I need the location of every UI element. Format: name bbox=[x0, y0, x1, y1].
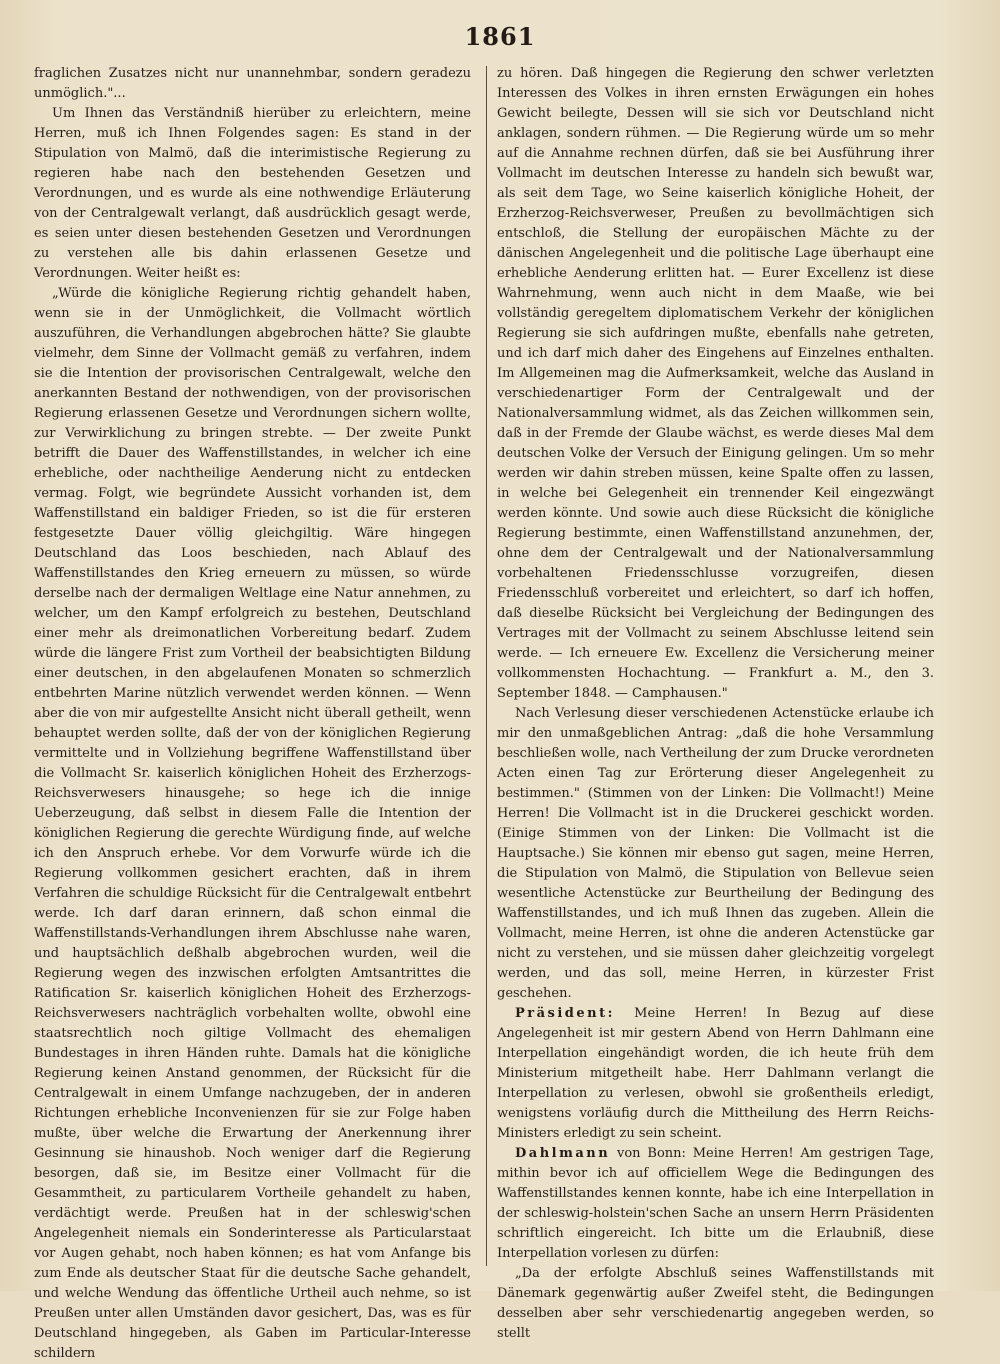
left-column bbox=[34, 64, 471, 1361]
speech-text: von Bonn: Meine Herren! Am gestrigen Tage, mithin bevor ich auf officiellem Wege die Bedingungen des Waffenstillstandes kennen konnte, habe ich eine Interpellation in der schleswig-holstein'schen Sache an unsern Herrn Präsidenten schriftlich eingereicht. Ich bitte um die Erlaubniß, diese Interpellation vorlesen zu dürfen: bbox=[497, 1146, 934, 1261]
left-paragraph-1: fraglichen Zusatzes nicht nur unannehmbar, sondern geradezu unmöglich."... bbox=[34, 66, 471, 101]
right-column bbox=[497, 64, 934, 1341]
column-divider bbox=[486, 66, 487, 1266]
speech-text: Meine Herren! In Bezug auf diese Angelegenheit ist mir gestern Abend von Herrn Dahlmann eine Interpellation eingehändigt worden, die ich heute früh dem Ministerium mitgetheilt habe. Herr Dahlmann verlangt die Interpellation zu verlesen, obwohl sie großentheils erledigt, wenigstens vorläufig durch die Mittheilung des Herrn Reichs-Ministers erledigt zu sein scheint. bbox=[497, 1006, 934, 1141]
speaker-name: Dahlmann bbox=[515, 1146, 611, 1161]
left-paragraph-3: „Würde die königliche Regierung richtig gehandelt haben, wenn sie in der Unmöglichkeit, die Vollmacht wörtlich auszuführen, die Verhandlungen abgebrochen hätte? Sie glaubte vielmehr, dem Sinne der Vollmacht gemäß zu verfahren, indem sie die Intention der provisorischen Centralgewalt, welche den anerkannten Bestand der nothwendigen, von der provisorischen Regierung erlassenen Gesetze und Verordnungen sichern wollte, zur Verwirklichung zu bringen strebte. — Der zweite Punkt betrifft die Dauer des Waffenstillstandes, in welcher ich eine erhebliche, oder nachtheilige Aenderung nicht zu entdecken vermag. Folgt, wie begründete Aussicht vorhanden ist, dem Waffenstillstand ein baldiger Frieden, so ist die für ersteren festgesetzte Dauer völlig gleichgiltig. Wäre hingegen Deutschland das Loos beschieden, nach Ablauf des Waffenstillstandes den Krieg erneuern zu müssen, so würde derselbe nach der dermaligen Weltlage eine Natur annehmen, zu welcher, um den Kampf erfolgreich zu bestehen, Deutschland einer mehr als dreimonatlichen Vorbereitung bedarf. Zudem würde die längere Frist zum Vortheil der beabsichtigten Bildung einer deutschen, in den abgelaufenen Monaten so schmerzlich entbehrten Marine nützlich verwendet werden können. — Wenn aber die von mir aufgestellte Ansicht nicht überall getheilt, wenn behauptet werden sollte, daß der von der königlichen Regierung vermittelte und in Vollziehung begriffene Waffenstillstand über die Vollmacht Sr. kaiserlich königlichen Hoheit des Erzherzogs-Reichsverwesers hinausgehe; so hege ich die innige Ueberzeugung, daß selbst in diesem Falle die Intention der königlichen Regierung die gerechte Würdigung finde, auf welche ich den Anspruch erhebe. Vor dem Vorwurfe würde ich die Regierung vollkommen gesichert erachten, daß in ihrem Verfahren die schuldige Rücksicht für die Centralgewalt entbehrt werde. Ich darf daran erinnern, daß schon einmal die Waffenstillstands-Verhandlungen ihrem Abschlusse nahe waren, und hauptsächlich deßhalb abgebrochen wurden, weil die Regierung wegen des inzwischen erfolgten Amtsantrittes die Ratification Sr. kaiserlich königlichen Hoheit des Erzherzogs-Reichsverwesers nachträglich vorbehalten wollte, obwohl eine staatsrechtlich noch giltige Vollmacht des ehemaligen Bundestages in ihren Händen ruhte. Damals hat die königliche Regierung keinen Anstand genommen, der Rücksicht für die Centralgewalt in einem Umfange nachzugeben, der in anderen Richtungen erhebliche Inconvenienzen für sie zur Folge haben mußte, über welche die Erwartung der Anerkennung ihrer Gesinnung sie hinaushob. Noch weniger darf die Regierung besorgen, daß sie, im Besitze einer Vollmacht für die Gesammtheit, zu particularem Vortheile gehandelt zu haben, verdächtigt werde. Preußen hat in der schleswig'schen Angelegenheit niemals ein Sonderinteresse als Particularstaat vor Augen gehabt, noch haben können; es hat vom Anfange bis zum Ende als deutscher Staat für die deutsche Sache gehandelt, und welche Wendung das öffentliche Urtheil auch nehme, so ist Preußen unter allen Umständen davor gesichert, Das, was es für Deutschland hingegeben, als Gaben im Particular-Interesse schildern bbox=[34, 286, 471, 1361]
speaker-name: Präsident: bbox=[515, 1006, 615, 1021]
right-paragraph-3 bbox=[497, 1004, 934, 1144]
right-paragraph-1: zu hören. Daß hingegen die Regierung den schwer verletzten Interessen des Volkes in ihren ernsten Erwägungen ein hohes Gewicht beilegte, Dessen will sie sich vor Deutschland nicht anklagen, sondern rühmen. — Die Regierung würde um so mehr auf die Annahme rechnen dürfen, daß sie bei Ausführung ihrer Vollmacht im deutschen Interesse zu handeln sich bewußt war, als seit dem Tage, wo Seine kaiserlich königliche Hoheit, der Erzherzog-Reichsverweser, Preußen zu bevollmächtigen sich entschloß, die Stellung der europäischen Mächte zu der dänischen Angelegenheit und die politische Lage überhaupt eine erhebliche Aenderung erlitten hat. — Eurer Excellenz ist diese Wahrnehmung, wenn auch nicht in dem Maaße, wie bei vollständig geregeltem diplomatischem Verkehr der königlichen Regierung sie sich aufdringen mußte, ebenfalls nahe getreten, und ich darf mich daher des Eingehens auf Einzelnes enthalten. Im Allgemeinen mag die Aufmerksamkeit, welche das Ausland in verschiedenartiger Form der Centralgewalt und der Nationalversammlung widmet, als das Zeichen willkommen sein, daß in der Fremde der Glaube wächst, es werde dieses Mal dem deutschen Volke der Versuch der Einigung gelingen. Um so mehr werden wir dahin streben müssen, keine Spalte offen zu lassen, in welche bei Gelegenheit ein trennender Keil eingezwängt werden könnte. Und sowie auch diese Rücksicht die königliche Regierung bestimmte, einen Waffenstillstand anzunehmen, der, ohne dem der Centralgewalt und der Nationalversammlung vorbehaltenen Friedensschlusse vorzugreifen, diesen Friedensschluß vorbereitet und erleichtert, so darf ich hoffen, daß dieselbe Rücksicht bei Vergleichung der Bedingungen des Vertrages mit der Vollmacht zu seinem Abschlusse leitend sein werde. — Ich erneuere Ew. Excellenz die Versicherung meiner vollkommensten Hochachtung. — Frankfurt a. M., den 3. September 1848. — Camphausen." bbox=[497, 66, 934, 701]
right-paragraph-4 bbox=[497, 1144, 934, 1264]
right-paragraph-5: „Da der erfolgte Abschluß seines Waffenstillstands mit Dänemark gegenwärtig außer Zweifel steht, die Bedingungen desselben aber sehr verschiedenartig angegeben werden, so stellt bbox=[497, 1266, 934, 1341]
page-number: 1861 bbox=[464, 22, 536, 51]
right-paragraph-2: Nach Verlesung dieser verschiedenen Actenstücke erlaube ich mir den unmaßgeblichen Antrag: „daß die hohe Versammlung beschließen wolle, nach Vertheilung der zum Drucke verordneten Acten einen Tag zur Erörterung dieser Angelegenheit zu bestimmen." (Stimmen von der Linken: Die Vollmacht!) Meine Herren! Die Vollmacht ist in die Druckerei geschickt worden. (Einige Stimmen von der Linken: Die Vollmacht ist die Hauptsache.) Sie können mir ebenso gut sagen, meine Herren, die Stipulation von Malmö, die Stipulation von Bellevue seien wesentliche Actenstücke zur Beurtheilung der Bedingung des Waffenstillstandes, und ich muß Ihnen das zugeben. Allein die Vollmacht, meine Herren, ist ohne die anderen Actenstücke gar nicht zu verstehen, und sie müssen daher gleichzeitig vorgelegt werden, und das soll, meine Herren, in kürzester Frist geschehen. bbox=[497, 706, 934, 1001]
left-paragraph-2: Um Ihnen das Verständniß hierüber zu erleichtern, meine Herren, muß ich Ihnen Folgendes sagen: Es stand in der Stipulation von Malmö, daß die interimistische Regierung zu regieren habe nach den bestehenden Gesetzen und Verordnungen, und es wurde als eine nothwendige Erläuterung von der Centralgewalt verlangt, daß ausdrücklich gesagt werde, es seien unter diesen bestehenden Gesetzen und Verordnungen zu verstehen alle bis dahin erlassenen Gesetze und Verordnungen. Weiter heißt es: bbox=[34, 106, 471, 281]
